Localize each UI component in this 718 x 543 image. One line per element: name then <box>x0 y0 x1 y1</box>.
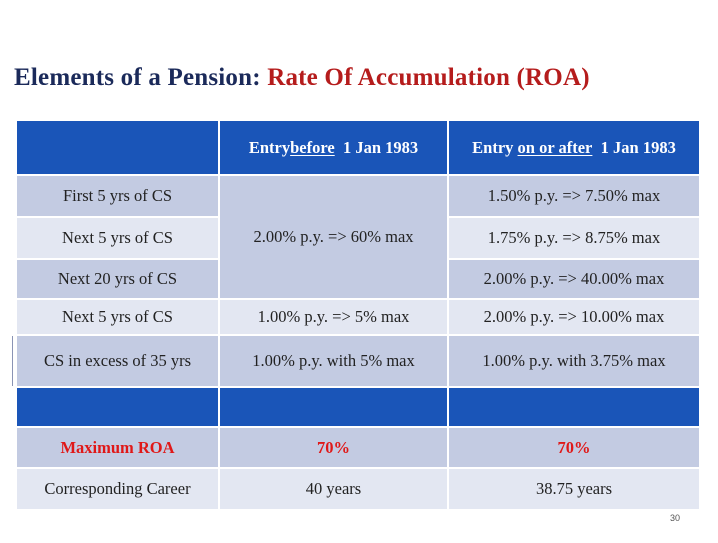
header-empty-cell <box>17 121 219 175</box>
merged-before-cell: 2.00% p.y. => 60% max <box>219 175 448 299</box>
table-row <box>17 299 699 335</box>
header-after-date: 1 Jan 1983 <box>600 137 676 157</box>
header-before-underlined: before <box>290 137 335 157</box>
row-label: First 5 yrs of CS <box>17 175 219 217</box>
row-label: Next 5 yrs of CS <box>17 217 219 259</box>
band-cell <box>17 387 219 427</box>
row-after-value: 1.50% p.y. => 7.50% max <box>448 175 699 217</box>
career-label: Corresponding Career <box>17 468 219 510</box>
title-highlight: Rate Of Accumulation (ROA) <box>267 64 590 91</box>
table-header-row <box>17 121 699 175</box>
max-roa-row <box>17 427 699 468</box>
row-before-value: 1.00% p.y. with 5% max <box>219 335 448 387</box>
roa-table <box>17 121 699 511</box>
row-label: Next 20 yrs of CS <box>17 259 219 299</box>
band-cell <box>448 387 699 427</box>
row-before-value: 1.00% p.y. => 5% max <box>219 299 448 335</box>
page-number: 30 <box>670 513 681 523</box>
blue-separator-row <box>17 387 699 427</box>
max-roa-after: 70% <box>448 427 699 468</box>
row-label: CS in excess of 35 yrs <box>17 335 219 387</box>
row-after-value: 1.75% p.y. => 8.75% max <box>448 217 699 259</box>
header-entry-before <box>219 121 448 175</box>
table-row <box>17 175 699 217</box>
max-roa-label: Maximum ROA <box>17 427 219 468</box>
band-cell <box>219 387 448 427</box>
career-before: 40 years <box>219 468 448 510</box>
row-after-value: 2.00% p.y. => 40.00% max <box>448 259 699 299</box>
row-after-value: 2.00% p.y. => 10.00% max <box>448 299 699 335</box>
header-before-prefix: Entry <box>248 137 291 157</box>
header-after-prefix: Entry <box>472 137 514 157</box>
career-row <box>17 468 699 510</box>
row-after-value: 1.00% p.y. with 3.75% max <box>448 335 699 387</box>
header-before-date: 1 Jan 1983 <box>342 137 419 157</box>
row-label: Next 5 yrs of CS <box>17 299 219 335</box>
left-divider <box>12 336 13 386</box>
header-after-underlined: on or after <box>517 137 593 157</box>
title-prefix: Elements of a Pension: <box>14 64 261 91</box>
header-entry-after <box>448 121 699 175</box>
career-after: 38.75 years <box>448 468 699 510</box>
max-roa-before: 70% <box>219 427 448 468</box>
slide-title <box>14 64 590 92</box>
table-row <box>17 335 699 387</box>
